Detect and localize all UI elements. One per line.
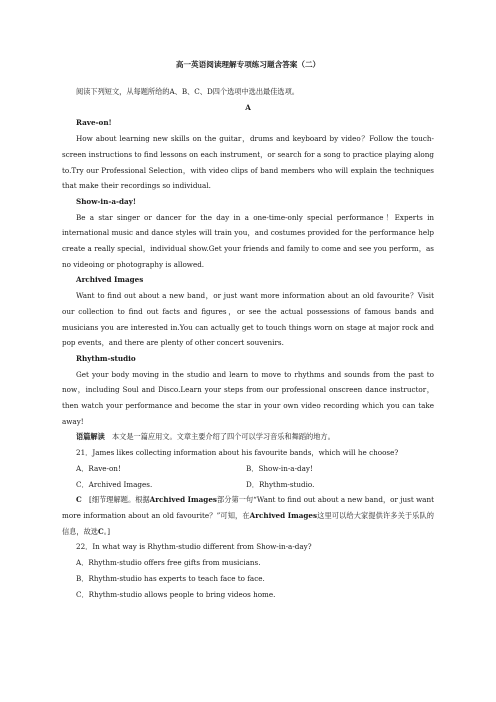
option-c: C．Rhythm-studio allows people to bring videos home. xyxy=(76,589,276,599)
question-21-options-row xyxy=(76,461,434,477)
explanation-text: 部分第一句“Want to find out about a new band，or just want more information about an old favourite？”可知，在 xyxy=(62,495,434,520)
section-label: A xyxy=(245,102,251,112)
section-heading: Rhythm-studio xyxy=(76,353,136,363)
explanation-text: 这里可以给大家提供许多关于乐队的信息，故选 xyxy=(62,510,434,536)
explanation-text: 。] xyxy=(103,526,111,536)
analysis-label: 语篇解读 xyxy=(76,432,105,442)
option-d: D．Rhythm-studio. xyxy=(246,479,315,489)
section-body: Get your body moving in the studio and learn to move to rhythms and sounds from the past to now，including Soul and Disco.Learn your steps from our professional onscreen dance instructor，then watch your performance and become the star in your own video recording which you can take away! xyxy=(62,369,434,426)
section-body: Be a star singer or dancer for the day in a one-time-only special performance！Experts in international music and dance styles will train you，and costumes provided for the performance help create a really special，individual show.Get your friends and family to come and see you perform，as no videoing or photography is allowed. xyxy=(62,212,434,269)
instruction-text: 阅读下列短文，从每题所给的A、B、C、D四个选项中选出最佳选项。 xyxy=(76,87,299,96)
question-22-stem: 22．In what way is Rhythm-studio different from Show-in-a-day? xyxy=(76,542,312,552)
option-a: A．Rhythm-studio offers free gifts from musicians. xyxy=(76,558,261,568)
document-content xyxy=(62,58,434,602)
option-a: A．Rave-on! xyxy=(76,463,121,473)
section-heading: Rave-on! xyxy=(76,118,112,128)
explanation-bold: Archived Images xyxy=(149,495,217,505)
option-c: C．Archived Images. xyxy=(76,479,153,489)
question-21-options-row xyxy=(76,477,434,493)
option-b: B．Rhythm-studio has experts to teach face to face. xyxy=(76,573,265,583)
section-body: Want to find out about a new band，or just want more information about an old favourite？Visit our collection to find out facts and figures，or see the actual possessions of famous bands and musicians you are interested in.You can actually get to touch things worn on stage at major rock and pop events，and there are plenty of other concert souvenirs. xyxy=(62,291,434,348)
answer-letter: C xyxy=(76,495,82,505)
option-b: B．Show-in-a-day! xyxy=(246,463,313,473)
explanation-bold: C xyxy=(97,526,104,536)
analysis-text: 本文是一篇应用文。文章主要介绍了四个可以学习音乐和舞蹈的地方。 xyxy=(104,432,335,442)
answer-21-explanation xyxy=(62,492,434,539)
explanation-bold: Archived Images xyxy=(249,510,318,520)
page-title: 高一英语阅读理解专项练习题含答案（二） xyxy=(175,60,321,69)
section-body: How about learning new skills on the guitar，drums and keyboard by video？Follow the touch-screen instructions to find lessons on each instrument，or search for a song to practice playing along to.Try our Professional Selection，with video clips of band members who will explain the techniques that make their recordings so individual. xyxy=(62,134,434,191)
explanation-text: [细节理解题。根据 xyxy=(81,495,150,505)
section-heading: Archived Images xyxy=(76,275,144,285)
analysis-paragraph xyxy=(62,429,434,445)
section-heading: Show-in-a-day! xyxy=(76,196,136,206)
question-21-stem: 21．James likes collecting information about his favourite bands，which will he choose? xyxy=(76,448,399,458)
